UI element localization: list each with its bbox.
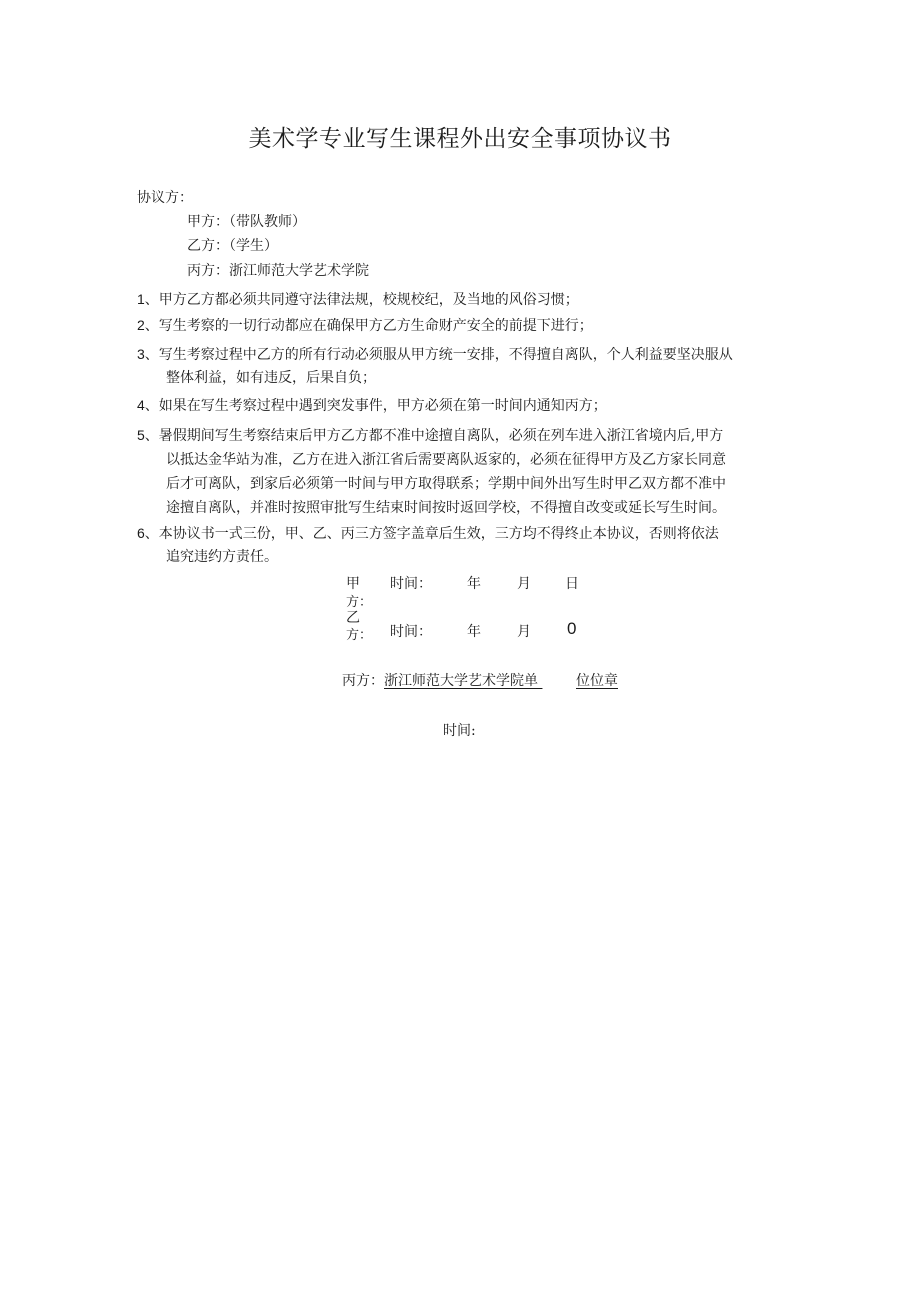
- clause-6: [137, 524, 719, 543]
- clause-text: 、暑假期间写生考察结束后甲方乙方都不准中途擅自离队，必须在列车进入浙江省境内后,甲方: [144, 428, 724, 444]
- clause-5-continuation-3: 途擅自离队，并准时按照审批写生结束时间按时返回学校，不得擅自改变或延长写生时间。: [166, 500, 726, 516]
- clause-6-continuation: 追究违约方责任。: [166, 549, 278, 565]
- party-a-month: 月: [517, 576, 531, 592]
- party-b-label-top: 乙: [346, 610, 360, 626]
- clause-5-continuation-2: 后才可离队，到家后必须第一时间与甲方取得联系；学期中间外出写生时甲乙双方都不准中: [166, 476, 726, 492]
- clause-1: [137, 290, 579, 309]
- party-b-time-label: 时间：: [390, 624, 432, 640]
- clause-text: 、写生考察过程中乙方的所有行动必须服从甲方统一安排，不得擅自离队，个人利益要坚决服从: [144, 347, 733, 363]
- final-time-label: 时间:: [443, 723, 476, 739]
- clause-3: [137, 345, 733, 364]
- clause-text: 、本协议书一式三份，甲、乙、丙三方签字盖章后生效，三方均不得终止本协议，否则将依法: [144, 526, 719, 542]
- party-a-line: 甲方：（带队教师）: [187, 214, 306, 230]
- clause-5-continuation-1: 以抵达金华站为准，乙方在进入浙江省后需要离队返家的，必须在征得甲方及乙方家长同意: [166, 452, 726, 468]
- party-c-seal-gap: [538, 672, 576, 690]
- clause-4: [137, 396, 607, 415]
- party-c-seal: 位位章: [576, 673, 618, 689]
- party-a-label-top: 甲: [346, 576, 360, 592]
- clause-number: 5: [137, 427, 145, 443]
- clause-2: [137, 316, 593, 335]
- party-b-line: 乙方：（学生）: [187, 238, 278, 254]
- party-b-day: 0: [567, 619, 577, 638]
- clause-number: 1: [137, 291, 145, 307]
- clause-number: 3: [137, 346, 145, 362]
- party-a-time-label: 时间：: [390, 576, 432, 592]
- party-c-line: 丙方：浙江师范大学艺术学院: [187, 263, 369, 279]
- clause-text: 、甲方乙方都必须共同遵守法律法规，校规校纪，及当地的风俗习惯；: [144, 292, 579, 308]
- clause-text: 、写生考察的一切行动都应在确保甲方乙方生命财产安全的前提下进行；: [144, 318, 593, 334]
- clause-number: 2: [137, 317, 145, 333]
- clause-text: 、如果在写生考察过程中遇到突发事件，甲方必须在第一时间内通知丙方；: [144, 398, 607, 414]
- party-b-year: 年: [467, 624, 481, 640]
- party-c-label: 丙方：: [342, 673, 384, 689]
- parties-heading: 协议方：: [137, 190, 193, 206]
- party-a-year: 年: [467, 576, 481, 592]
- page-title: 美术学专业写生课程外出安全事项协议书: [248, 126, 672, 152]
- clause-number: 4: [137, 397, 145, 413]
- signature-party-c: [342, 672, 618, 690]
- clause-number: 6: [137, 525, 145, 541]
- party-c-unit-name: 浙江师范大学艺术学院单: [384, 673, 538, 689]
- clause-3-continuation: 整体利益，如有违反，后果自负；: [166, 370, 376, 386]
- party-a-label-bottom: 方：: [346, 595, 373, 610]
- party-b-label-bottom: 方：: [346, 628, 373, 643]
- party-b-month: 月: [517, 624, 531, 640]
- party-a-day: 日: [565, 576, 579, 592]
- clause-5: [137, 426, 723, 445]
